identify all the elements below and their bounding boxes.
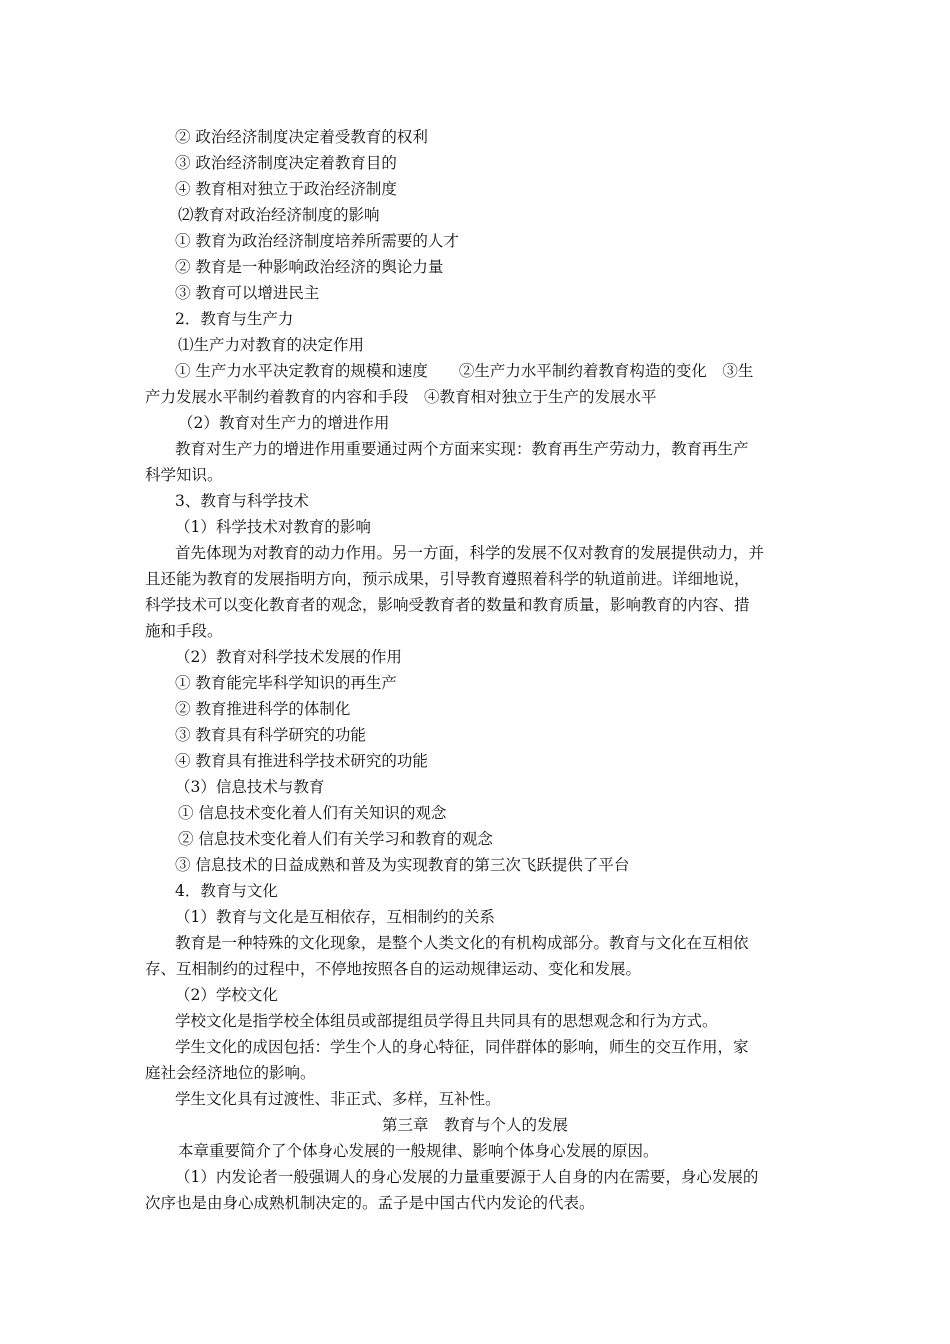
text-line: （2）教育对生产力的增进作用 [178,414,390,432]
section-heading: 4．教育与文化 [175,882,278,900]
text-line: 科学技术可以变化教育者的观念，影响受教育者的数量和教育质量，影响教育的内容、措 [145,596,750,614]
text-line: 首先体现为对教育的动力作用。另一方面，科学的发展不仅对教育的发展提供动力，并 [175,544,765,562]
text-line: ④ 教育相对独立于政治经济制度 [175,180,397,198]
text-line: ① 生产力水平决定教育的规模和速度 ②生产力水平制约着教育构造的变化 ③生 [175,362,754,380]
text-line: ② 政治经济制度决定着受教育的权利 [175,128,428,146]
text-line: ② 教育是一种影响政治经济的舆论力量 [175,258,444,276]
text-line: ③ 信息技术的日益成熟和普及为实现教育的第三次飞跃提供了平台 [175,856,630,874]
text-line: 且还能为教育的发展指明方向，预示成果，引导教育遵照着科学的轨道前进。详细地说， [145,570,750,588]
text-line: （3）信息技术与教育 [175,778,325,796]
text-line: ③ 教育具有科学研究的功能 [175,726,366,744]
text-line: ② 信息技术变化着人们有关学习和教育的观念 [178,830,493,848]
text-line: ⑴生产力对教育的决定作用 [178,336,365,354]
text-line: （2）学校文化 [175,986,278,1004]
text-line: ③ 政治经济制度决定着教育目的 [175,154,397,172]
text-line: 教育对生产力的增进作用重要通过两个方面来实现：教育再生产劳动力，教育再生产 [175,440,749,458]
text-line: ② 教育推进科学的体制化 [175,700,351,718]
section-heading: 2．教育与生产力 [175,310,294,328]
chapter-title: 第三章 教育与个人的发展 [381,1116,568,1134]
text-line: ① 教育能完毕科学知识的再生产 [175,674,397,692]
section-heading: 3、教育与科学技术 [175,492,309,510]
text-line: ⑵教育对政治经济制度的影响 [178,206,380,224]
text-line: （2）教育对科学技术发展的作用 [175,648,402,666]
text-line: 学生文化的成因包括：学生个人的身心特征，同伴群体的影响，师生的交互作用，家 [175,1038,749,1056]
text-line: 庭社会经济地位的影响。 [145,1064,316,1082]
text-line: ④ 教育具有推进科学技术研究的功能 [175,752,428,770]
text-line: 学生文化具有过渡性、非正式、多样，互补性。 [175,1090,501,1108]
text-line: 存、互相制约的过程中，不停地按照各自的运动规律运动、变化和发展。 [145,960,642,978]
text-line: 本章重要简介了个体身心发展的一般规律、影响个体身心发展的原因。 [178,1142,659,1160]
text-line: （1）科学技术对教育的影响 [175,518,371,536]
text-line: 产力发展水平制约着教育的内容和手段 ④教育相对独立于生产的发展水平 [145,388,657,406]
text-line: 施和手段。 [145,622,223,640]
text-line: （1）教育与文化是互相依存，互相制约的关系 [175,908,495,926]
text-line: 科学知识。 [145,466,223,484]
text-line: 次序也是由身心成熟机制决定的。孟子是中国古代内发论的代表。 [145,1194,595,1212]
text-line: 教育是一种特殊的文化现象，是整个人类文化的有机构成部分。教育与文化在互相依 [175,934,749,952]
text-line: ① 信息技术变化着人们有关知识的观念 [178,804,447,822]
text-line: ① 教育为政治经济制度培养所需要的人才 [175,232,459,250]
text-line: ③ 教育可以增进民主 [175,284,320,302]
text-line: （1）内发论者一般强调人的身心发展的力量重要源于人自身的内在需要，身心发展的 [175,1168,759,1186]
text-line: 学校文化是指学校全体组员或部提组员学得且共同具有的思想观念和行为方式。 [175,1012,718,1030]
